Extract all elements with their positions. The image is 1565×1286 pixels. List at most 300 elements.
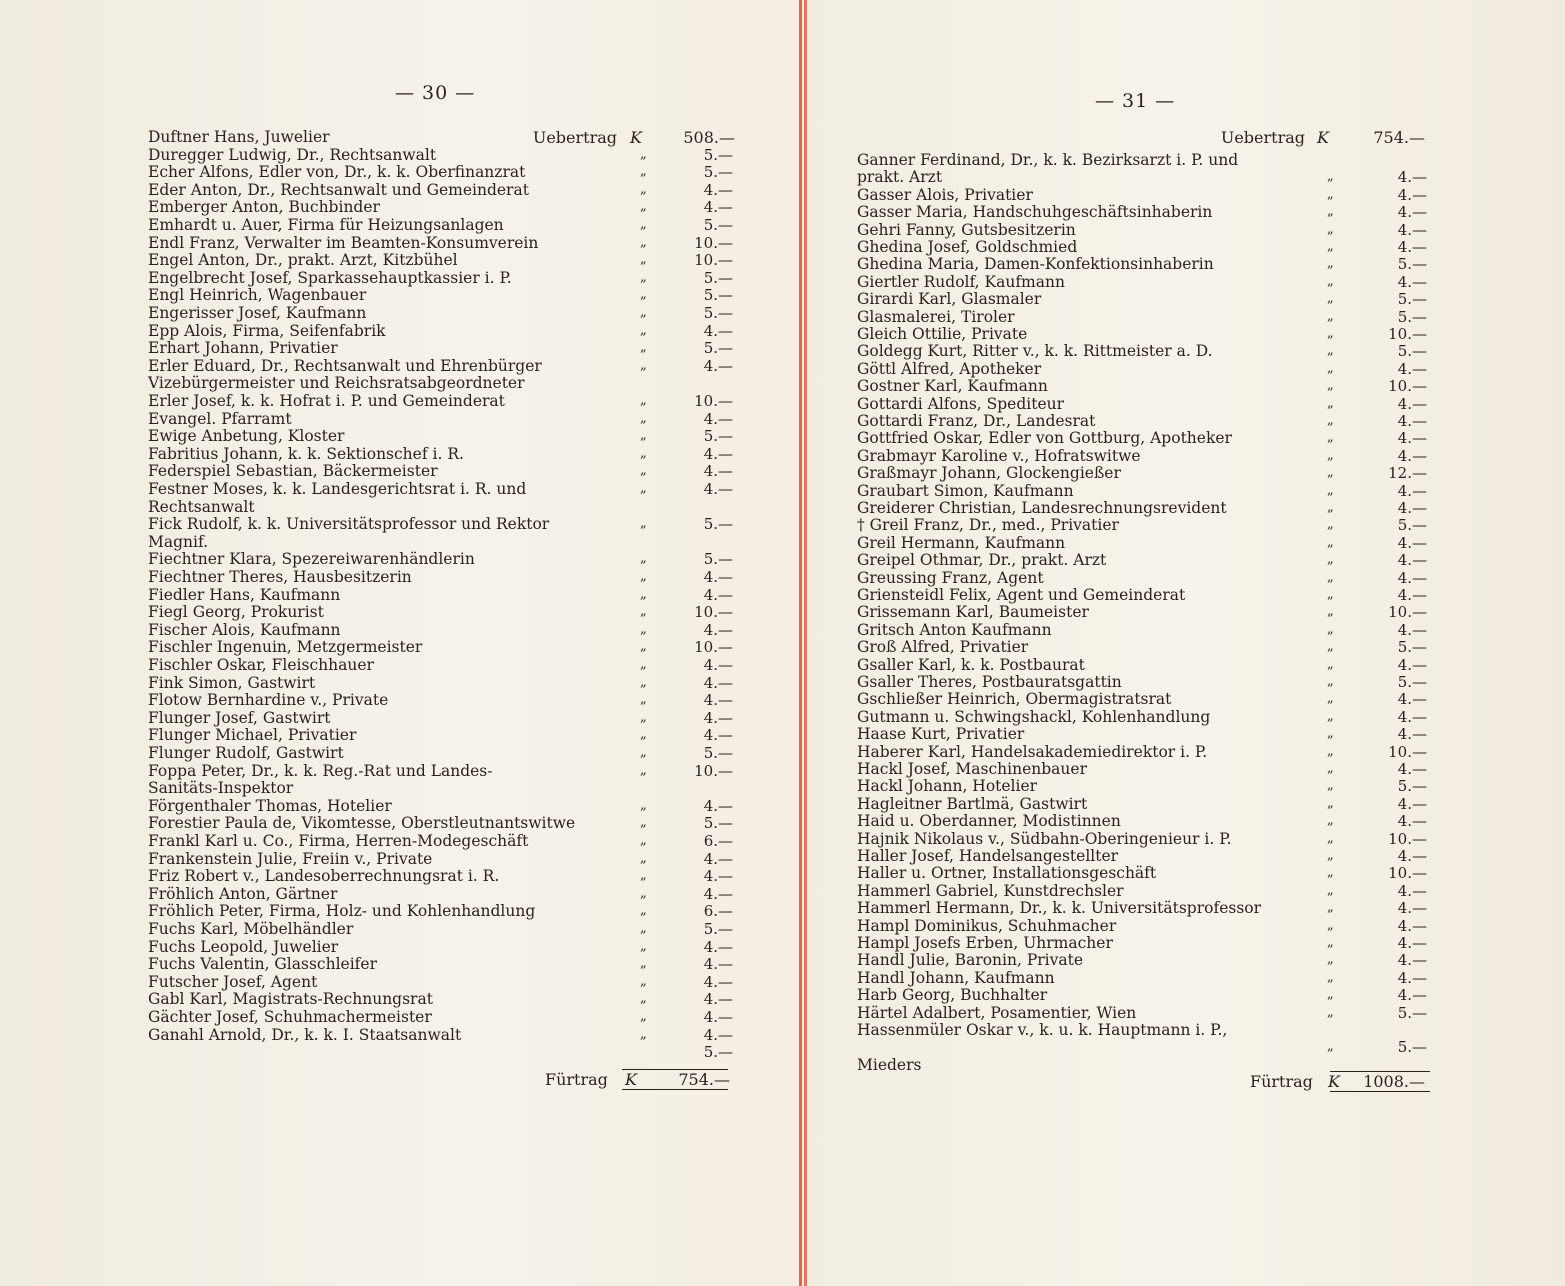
list-item (857, 447, 1429, 465)
ditto-mark: „ (640, 146, 647, 162)
list-item (148, 462, 735, 480)
list-item (148, 146, 735, 164)
ditto-mark: „ (640, 692, 647, 708)
entry-name: Fuchs Karl, Möbelhändler (148, 920, 354, 938)
entry-amount: 5.— (1397, 638, 1427, 657)
list-item (857, 708, 1429, 726)
list-item (857, 499, 1429, 517)
entry-amount: 5.— (1397, 307, 1427, 326)
entry-name: Hammerl Hermann, Dr., k. k. Universitätsprofessor (857, 899, 1262, 918)
list-item (857, 238, 1429, 256)
entry-amount: 4.— (1397, 794, 1427, 813)
entry-amount: 4.— (703, 180, 733, 199)
ditto-mark: „ (640, 428, 647, 444)
ditto-mark: „ (640, 569, 647, 584)
list-item (857, 342, 1429, 360)
entry-name: Fiechtner Theres, Hausbesitzerin (148, 568, 412, 586)
entry-amount: 4.— (703, 462, 733, 481)
ditto-mark: „ (1327, 639, 1334, 655)
entry-name: Hajnik Nikolaus v., Südbahn-Oberingenieur i. P. (857, 829, 1232, 848)
entry-amount: 4.— (703, 568, 733, 586)
page-number-left: — 30 — (395, 82, 476, 104)
ditto-mark: „ (640, 885, 647, 901)
entry-name: Haller Josef, Handelsangestellter (857, 847, 1119, 865)
entry-name: Hassenmüler Oskar v., k. u. k. Hauptmann i. P., (857, 1021, 1228, 1039)
list-item (857, 412, 1429, 430)
ditto-mark: „ (640, 956, 647, 972)
entry-amount: 10.— (1388, 325, 1427, 343)
ditto-mark: „ (1327, 256, 1334, 272)
list-item (857, 899, 1429, 917)
ditto-mark: „ (640, 516, 647, 532)
ditto-mark: „ (1327, 1039, 1334, 1055)
entry-amount: 4.— (703, 1025, 733, 1044)
ditto-mark: „ (640, 674, 647, 690)
carry-in-amount: 508.— (683, 128, 735, 147)
entry-amount: 4.— (1397, 481, 1427, 500)
entry-name: Fischler Ingenuin, Metzgermeister (148, 638, 423, 657)
carry-in-right (855, 128, 1425, 148)
list-item (148, 427, 735, 445)
entry-name: Magnif. (148, 532, 209, 551)
list-item (857, 830, 1429, 848)
entry-name: Erhart Johann, Privatier (148, 339, 338, 358)
entry-amount: 4.— (703, 1008, 733, 1026)
list-item (148, 955, 735, 973)
ditto-mark: „ (1327, 778, 1334, 794)
entry-name: Hammerl Gabriel, Kunstdrechsler (857, 881, 1124, 900)
entry-amount: 4.— (1397, 916, 1427, 935)
ditto-mark: „ (1327, 291, 1334, 307)
entry-amount: 10.— (694, 638, 733, 657)
entry-name: Fischer Alois, Kaufmann (148, 620, 341, 639)
ditto-mark: „ (640, 797, 647, 813)
entry-name: Foppa Peter, Dr., k. k. Reg.-Rat und Landes- (148, 761, 493, 780)
entry-amount: 5.— (1397, 342, 1427, 361)
entry-name: Sanitäts-Inspektor (148, 779, 294, 798)
entry-amount: 5.— (1397, 1038, 1427, 1057)
list-item (857, 482, 1429, 500)
ditto-mark: „ (640, 164, 647, 180)
entry-name: Frankl Karl u. Co., Firma, Herren-Modegeschäft (148, 832, 529, 850)
ditto-mark: „ (640, 903, 647, 919)
entry-amount: 4.— (703, 884, 733, 903)
list-item (148, 410, 735, 428)
entry-name: Duregger Ludwig, Dr., Rechtsanwalt (148, 145, 437, 164)
list-item (148, 533, 735, 551)
list-item (857, 429, 1429, 447)
list-item (148, 1043, 735, 1061)
ditto-mark: „ (1327, 900, 1334, 916)
entry-name: Flunger Michael, Privatier (148, 726, 357, 745)
carry-out-right (1240, 1072, 1435, 1092)
entry-name: Eder Anton, Dr., Rechtsanwalt und Gemeinderat (148, 180, 529, 199)
list-item (857, 864, 1429, 882)
entry-amount: 10.— (694, 603, 733, 622)
entry-name: Giertler Rudolf, Kaufmann (857, 272, 1065, 291)
list-item (148, 480, 735, 498)
ditto-mark: „ (640, 1009, 647, 1024)
spine-edge (799, 0, 802, 1286)
entry-name: Graßmayr Johann, Glockengießer (857, 464, 1121, 483)
ditto-mark: „ (1327, 708, 1334, 724)
list-item (148, 322, 735, 340)
currency-k: K (1328, 1072, 1340, 1091)
entry-name: Gleich Ottilie, Private (857, 325, 1028, 343)
entry-name: Festner Moses, k. k. Landesgerichtsrat i. R. und (148, 480, 527, 498)
list-item (148, 568, 735, 586)
ditto-mark: „ (640, 410, 647, 426)
list-item (148, 726, 735, 744)
ditto-mark: „ (1327, 656, 1334, 672)
entry-name: Ghedina Josef, Goldschmied (857, 238, 1078, 256)
ditto-mark: „ (640, 973, 647, 989)
carry-in-label: Uebertrag (532, 128, 617, 147)
list-item (148, 251, 735, 269)
entry-amount: 4.— (1397, 620, 1427, 639)
ditto-mark: „ (1327, 795, 1334, 811)
entry-name: Ghedina Maria, Damen-Konfektionsinhaberin (857, 255, 1214, 274)
ditto-mark: „ (1327, 674, 1334, 689)
list-item (857, 690, 1429, 708)
list-item (857, 516, 1429, 534)
entry-amount: 4.— (1397, 690, 1427, 709)
entry-name: Göttl Alfred, Apotheker (857, 359, 1042, 378)
entry-amount: 4.— (703, 585, 733, 604)
list-item (857, 656, 1429, 674)
list-item (857, 203, 1429, 221)
entry-amount: 5.— (1397, 255, 1427, 274)
entry-name: Emhardt u. Auer, Firma für Heizungsanlagen (148, 216, 504, 234)
ditto-mark: „ (1327, 186, 1334, 202)
ditto-mark: „ (640, 639, 647, 655)
entry-name: Federspiel Sebastian, Bäckermeister (148, 462, 438, 481)
list-item (857, 760, 1429, 778)
list-item (857, 743, 1429, 761)
entry-name: Hagleitner Bartlmä, Gastwirt (857, 794, 1088, 813)
list-item (148, 550, 735, 568)
list-item (857, 395, 1429, 413)
list-item (857, 360, 1429, 378)
currency-k: K (625, 1070, 637, 1089)
sum-rule (622, 1089, 728, 1090)
list-item (857, 168, 1429, 186)
list-item (857, 151, 1429, 169)
ditto-mark: „ (1327, 987, 1334, 1003)
list-item (148, 269, 735, 287)
list-item (857, 186, 1429, 204)
ditto-mark: „ (640, 833, 647, 848)
list-item (148, 392, 735, 410)
entry-name: Rechtsanwalt (148, 497, 255, 516)
list-item (148, 357, 735, 375)
entry-name: Gsaller Theres, Postbauratsgattin (857, 673, 1122, 691)
entry-name: Erler Josef, k. k. Hofrat i. P. und Gemeinderat (148, 392, 505, 410)
entry-name: Gasser Maria, Handschuhgeschäftsinhaberin (857, 203, 1213, 222)
entry-name: Flunger Rudolf, Gastwirt (148, 744, 344, 762)
list-item (148, 445, 735, 463)
list-item (148, 498, 735, 516)
entry-name: Hackl Johann, Hotelier (857, 777, 1038, 796)
list-item (857, 986, 1429, 1004)
entry-name: Fiegl Georg, Prokurist (148, 603, 324, 622)
carry-out-left (500, 1070, 735, 1090)
entry-amount: 10.— (694, 392, 733, 410)
entry-amount: 4.— (1397, 533, 1427, 552)
entry-name: Fiedler Hans, Kaufmann (148, 585, 341, 604)
entry-name: Greipel Othmar, Dr., prakt. Arzt (857, 551, 1107, 570)
entry-amount: 5.— (703, 920, 733, 938)
ditto-mark: „ (1327, 813, 1334, 829)
ditto-mark: „ (640, 463, 647, 479)
entry-amount: 4.— (1397, 568, 1427, 587)
list-item (857, 673, 1429, 691)
list-item (857, 1021, 1429, 1039)
entry-amount: 5.— (1397, 777, 1427, 796)
entry-name: Groß Alfred, Privatier (857, 638, 1029, 657)
sum-rule (1330, 1091, 1430, 1092)
entry-amount: 10.— (1388, 603, 1427, 622)
entry-name: Fröhlich Peter, Firma, Holz- und Kohlenhandlung (148, 902, 536, 921)
entry-amount: 5.— (703, 550, 733, 569)
entry-amount: 5.— (1397, 290, 1427, 309)
list-item (857, 464, 1429, 482)
list-item (148, 304, 735, 322)
list-item (857, 847, 1429, 865)
entry-amount: 5.— (703, 427, 733, 446)
entry-amount: 4.— (703, 708, 733, 727)
ditto-mark: „ (640, 621, 647, 637)
list-item (148, 621, 735, 639)
entry-amount: 4.— (1397, 951, 1427, 970)
list-item (148, 586, 735, 604)
entry-name: Grabmayr Karoline v., Hofratswitwe (857, 446, 1141, 465)
entry-name: Gsaller Karl, k. k. Postbaurat (857, 655, 1085, 674)
entry-amount: 4.— (1397, 220, 1427, 239)
list-item (857, 534, 1429, 552)
list-item (148, 1026, 735, 1044)
list-item (857, 290, 1429, 308)
entry-name: Gehri Fanny, Gutsbesitzerin (857, 220, 1076, 239)
ditto-mark: „ (1327, 360, 1334, 376)
ditto-mark: „ (640, 604, 647, 620)
entry-amount: 4.— (703, 656, 733, 674)
ditto-mark: „ (1327, 169, 1334, 185)
entry-amount: 10.— (694, 233, 733, 252)
list-item (857, 1038, 1429, 1056)
ditto-mark: „ (640, 709, 647, 725)
ditto-mark: „ (640, 868, 647, 884)
entry-amount: 10.— (1388, 829, 1427, 848)
list-item (148, 163, 735, 181)
entry-name: Flotow Bernhardine v., Private (148, 691, 389, 710)
entry-name: Gutmann u. Schwingshackl, Kohlenhandlung (857, 707, 1211, 726)
list-item (857, 934, 1429, 952)
entry-name: Mieders (857, 1055, 922, 1074)
entry-name: Gächter Josef, Schuhmachermeister (148, 1008, 432, 1026)
entry-name: Epp Alois, Firma, Seifenfabrik (148, 321, 386, 340)
ditto-mark: „ (640, 815, 647, 831)
entry-amount: 4.— (703, 444, 733, 463)
list-item (148, 339, 735, 357)
list-item (857, 725, 1429, 743)
entry-amount: 4.— (1397, 968, 1427, 987)
entry-amount: 10.— (694, 761, 733, 780)
entry-amount: 5.— (703, 286, 733, 305)
entry-name: Gostner Karl, Kaufmann (857, 377, 1048, 396)
carry-out-amount: 754.— (678, 1070, 730, 1089)
list-item (148, 374, 735, 392)
list-item (148, 709, 735, 727)
entry-name: Griensteidl Felix, Agent und Gemeinderat (857, 586, 1186, 604)
entry-name: Erler Eduard, Dr., Rechtsanwalt und Ehrenbürger (148, 356, 542, 375)
list-item (148, 1008, 735, 1026)
entry-amount: 4.— (1397, 272, 1427, 291)
list-item (857, 551, 1429, 569)
list-item (148, 603, 735, 621)
entry-amount: 4.— (1397, 881, 1427, 900)
list-item (857, 377, 1429, 395)
ditto-mark: „ (1327, 969, 1334, 985)
spine-edge (804, 0, 807, 1286)
carry-in-amount: 754.— (1373, 128, 1425, 147)
entry-amount: 10.— (1388, 742, 1427, 761)
list-item (148, 234, 735, 252)
ditto-mark: „ (640, 657, 647, 672)
list-item (857, 325, 1429, 343)
ditto-mark: „ (1327, 935, 1334, 950)
entry-amount: 4.— (703, 937, 733, 956)
ditto-mark: „ (1327, 604, 1334, 620)
entry-name: Gottardi Alfons, Spediteur (857, 394, 1065, 413)
list-item (148, 691, 735, 709)
ditto-mark: „ (1327, 413, 1334, 428)
ditto-mark: „ (1327, 517, 1334, 533)
ditto-mark: „ (1327, 761, 1334, 776)
entry-amount: 4.— (1397, 168, 1427, 187)
list-item (148, 638, 735, 656)
list-item (857, 221, 1429, 239)
entry-name: Greussing Franz, Agent (857, 568, 1044, 587)
entry-amount: 4.— (1397, 812, 1427, 831)
entry-amount: 5.— (703, 216, 733, 234)
list-item (857, 255, 1429, 273)
entry-amount: 4.— (1397, 359, 1427, 378)
ditto-mark: „ (1327, 500, 1334, 515)
ditto-mark: „ (640, 199, 647, 215)
entry-amount: 4.— (1397, 446, 1427, 465)
entry-amount: 12.— (1388, 464, 1427, 483)
ditto-mark: „ (640, 551, 647, 567)
entry-amount: 4.— (1397, 429, 1427, 448)
entry-amount: 4.— (703, 972, 733, 991)
list-item (148, 286, 735, 304)
entry-amount: 4.— (1397, 499, 1427, 517)
list-item (148, 920, 735, 938)
entry-amount: 4.— (1397, 394, 1427, 413)
entry-amount: 4.— (1397, 586, 1427, 604)
list-item (148, 181, 735, 199)
entry-name: Engl Heinrich, Wagenbauer (148, 286, 367, 305)
entry-amount: 4.— (1397, 847, 1427, 865)
entry-amount: 4.— (703, 691, 733, 710)
entry-name: Haberer Karl, Handelsakademiedirektor i. P. (857, 742, 1208, 761)
entry-name: Friz Robert v., Landesoberrechnungsrat i. R. (148, 867, 500, 886)
ditto-mark: „ (1327, 691, 1334, 707)
carry-out-amount: 1008.— (1363, 1072, 1425, 1091)
entry-amount: 4.— (703, 849, 733, 868)
entry-name: Gschließer Heinrich, Obermagistratsrat (857, 690, 1172, 709)
list-item (148, 656, 735, 674)
list-item (148, 814, 735, 832)
ditto-mark: „ (640, 445, 647, 461)
list-item (148, 867, 735, 885)
entry-amount: 10.— (694, 251, 733, 270)
ditto-mark: „ (640, 340, 647, 356)
ditto-mark: „ (1327, 308, 1334, 324)
ditto-mark: „ (640, 252, 647, 268)
entry-name: Grissemann Karl, Baumeister (857, 603, 1089, 622)
entry-name: Ganahl Arnold, Dr., k. k. I. Staatsanwalt (148, 1025, 462, 1044)
ditto-mark: „ (1327, 239, 1334, 254)
list-item (857, 812, 1429, 830)
entry-name: Fink Simon, Gastwirt (148, 673, 316, 692)
entry-name: Vizebürgermeister und Reichsratsabgeordneter (148, 374, 525, 393)
ditto-mark: „ (1327, 830, 1334, 846)
entry-amount: 4.— (1397, 655, 1427, 674)
ditto-mark: „ (1327, 326, 1334, 341)
list-item (857, 569, 1429, 587)
list-item (148, 973, 735, 991)
ditto-mark: „ (1327, 534, 1334, 550)
entry-name: Goldegg Kurt, Ritter v., k. k. Rittmeister a. D. (857, 342, 1213, 361)
entry-name: Frankenstein Julie, Freiin v., Private (148, 849, 433, 868)
entry-name: Fuchs Leopold, Juwelier (148, 937, 339, 956)
ditto-mark: „ (640, 1026, 647, 1042)
carry-in-label: Uebertrag (1220, 128, 1305, 147)
entry-amount: 5.— (703, 304, 733, 322)
entry-name: Futscher Josef, Agent (148, 972, 318, 991)
ditto-mark: „ (1327, 917, 1334, 933)
list-item (148, 885, 735, 903)
list-item (857, 969, 1429, 987)
page-number-right: — 31 — (1095, 90, 1176, 112)
entry-amount: 5.— (703, 515, 733, 534)
entry-amount: 4.— (703, 796, 733, 815)
list-item (148, 674, 735, 692)
ditto-mark: „ (1327, 848, 1334, 863)
list-item (148, 938, 735, 956)
entry-amount: 4.— (703, 673, 733, 692)
entry-amount: 6.— (703, 902, 733, 921)
entry-name: Glasmalerei, Tiroler (857, 307, 1015, 326)
list-item (148, 850, 735, 868)
entry-amount: 6.— (703, 832, 733, 850)
list-item (857, 586, 1429, 604)
entry-amount: 4.— (1397, 185, 1427, 204)
entry-amount: 4.— (703, 867, 733, 886)
entry-amount: 5.— (1397, 673, 1427, 691)
ditto-mark: „ (1327, 726, 1334, 742)
list-item (148, 832, 735, 850)
list-item (148, 198, 735, 216)
ditto-mark: „ (1327, 204, 1334, 220)
entry-amount: 4.— (703, 620, 733, 639)
entry-name: Fischler Oskar, Fleischhauer (148, 656, 374, 674)
ditto-mark: „ (1327, 395, 1334, 411)
entry-name: Handl Julie, Baronin, Private (857, 951, 1084, 970)
list-item (857, 917, 1429, 935)
